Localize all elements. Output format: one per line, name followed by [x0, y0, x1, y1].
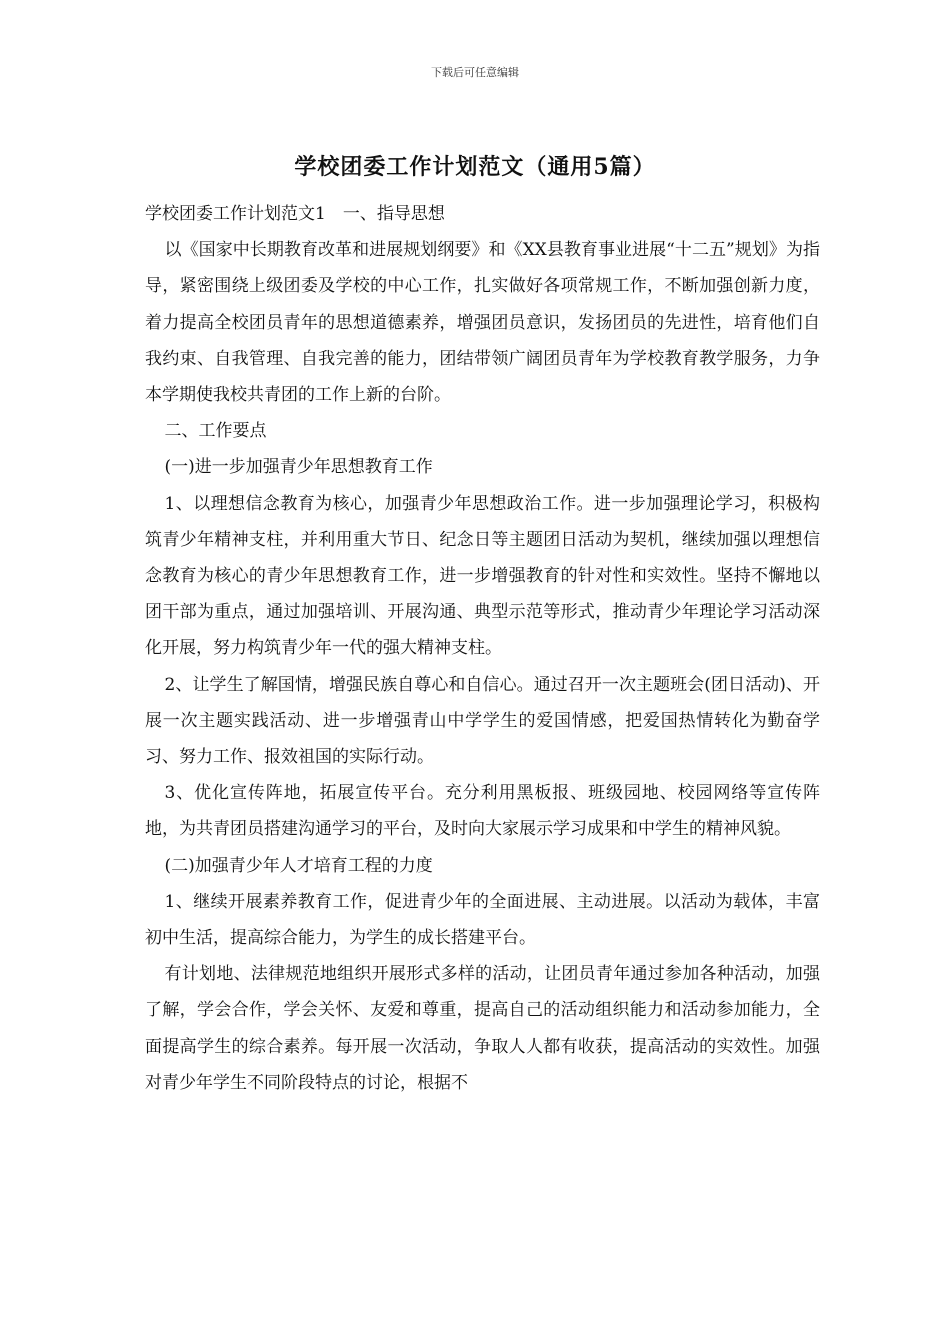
paragraph-item-1: 1、以理想信念教育为核心，加强青少年思想政治工作。进一步加强理论学习，积极构筑青少年精神支柱，并利用重大节日、纪念日等主题团日活动为契机，继续加强以理想信念教育为核心的青少年思想教育工作，进一步增强教育的针对性和实效性。坚持不懈地以团干部为重点，通过加强培训、开展沟通、典型示范等形式，推动青少年理论学习活动深化开展，努力构筑青少年一代的强大精神支柱。: [145, 493, 820, 659]
paragraph-item-5: 有计划地、法律规范地组织开展形式多样的活动，让团员青年通过参加各种活动，加强了解，学会合作，学会关怀、友爱和尊重，提高自己的活动组织能力和活动参加能力，全面提高学生的综合素养。每开展一次活动，争取人人都有收获，提高活动的实效性。加强对青少年学生不同阶段特点的讨论，根据不: [145, 964, 820, 1093]
heading-work-points: 二、工作要点: [164, 421, 267, 442]
heading-subsection-1: (一)进一步加强青少年思想教育工作: [164, 457, 433, 478]
paragraph-item-4: 1、继续开展素养教育工作，促进青少年的全面进展、主动进展。以活动为载体，丰富初中生活，提高综合能力，为学生的成长搭建平台。: [145, 891, 820, 949]
paragraph-item-3: 3、优化宣传阵地，拓展宣传平台。充分利用黑板报、班级园地、校园网络等宣传阵地，为共青团员搭建沟通学习的平台，及时向大家展示学习成果和中学生的精神风貌。: [145, 783, 820, 840]
page-header: 下载后可任意编辑: [431, 66, 519, 79]
paragraph-guiding-ideology: 以《国家中长期教育改革和进展规划纲要》和《XX县教育事业进展“十二五”规划》为指导，紧密围绕上级团委及学校的中心工作，扎实做好各项常规工作，不断加强创新力度，着力提高全校团员青年的思想道德素养，增强团员意识，发扬团员的先进性，培育他们自我约束、自我管理、自我完善的能力，团结带领广阔团员青年为学校教育教学服务，力争本学期使我校共青团的工作上新的台阶。: [145, 240, 820, 406]
document-title: 学校团委工作计划范文（通用5篇）: [294, 154, 656, 180]
document-body: [145, 196, 820, 1101]
heading-subsection-2: (二)加强青少年人才培育工程的力度: [164, 855, 433, 876]
section-heading-line: 学校团委工作计划范文1 一、指导思想: [145, 204, 445, 224]
paragraph-item-2: 2、让学生了解国情，增强民族自尊心和自信心。通过召开一次主题班会(团日活动)、开展一次主题实践活动、进一步增强青山中学学生的爱国情感，把爱国热情转化为勤奋学习、努力工作、报效祖国的实际行动。: [145, 674, 820, 768]
